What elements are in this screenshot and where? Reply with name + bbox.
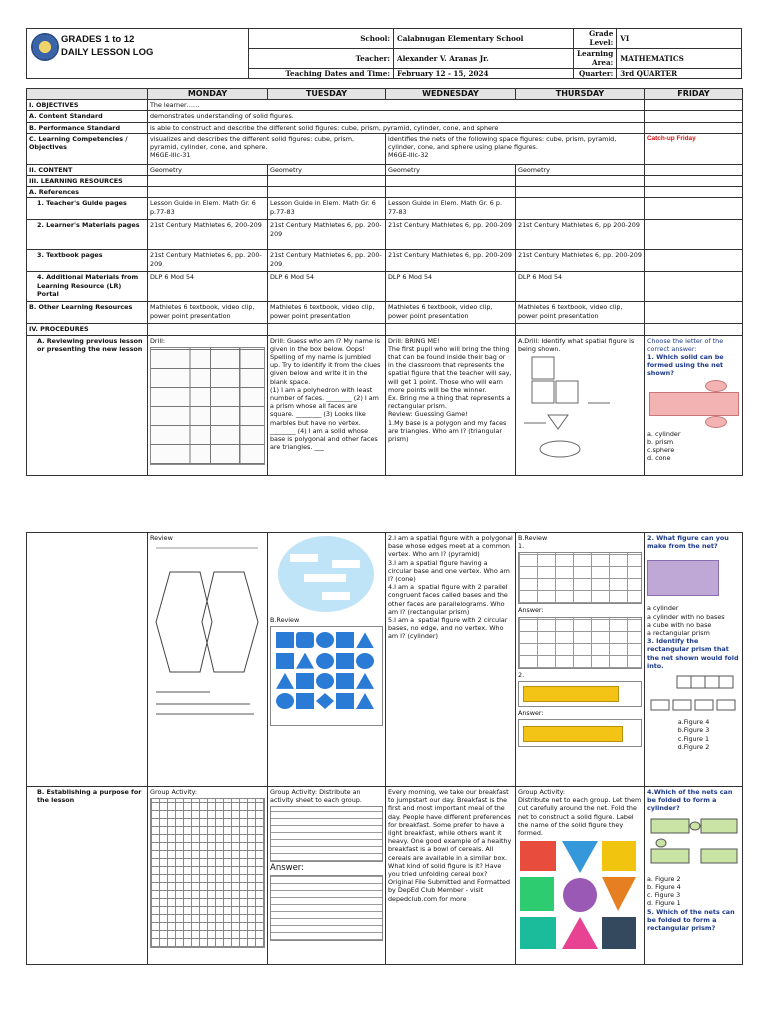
dates-value: February 12 - 15, 2024 <box>394 68 574 78</box>
competency-mon-tue <box>148 133 386 164</box>
fri-q4-option-a: a. Figure 2 <box>647 874 681 883</box>
deped-seal-icon <box>31 33 59 61</box>
learner-text: The learner…… <box>148 100 645 111</box>
am-tue: DLP 6 Mod 54 <box>268 272 386 302</box>
tue-review-cell <box>268 533 386 787</box>
spatial-figures-image <box>518 353 638 465</box>
content-label: II. CONTENT <box>27 164 148 175</box>
fri-option-b: b. prism <box>647 437 674 446</box>
corner-cell <box>27 89 148 100</box>
tg-wed: Lesson Guide in Elem. Math Gr. 6 p. 77-83 <box>386 198 516 220</box>
solid-shapes-image <box>270 626 383 726</box>
competency-code: M6GE-IIIc-31 <box>150 151 191 160</box>
fri-q4-option-d: d. Figure 1 <box>647 899 681 908</box>
fri-q2-option-c: a cube with no base <box>647 620 712 629</box>
area-label: Learning Area: <box>574 48 617 68</box>
fri-q4-option-c: c. Figure 3 <box>647 891 681 900</box>
day-thursday: THURSDAY <box>516 89 645 100</box>
thu-answer-label-2: Answer: <box>518 708 544 717</box>
resources-label: III. LEARNING RESOURCES <box>27 176 148 187</box>
lesson-table-page1 <box>26 88 743 476</box>
fri-quiz-cell-3 <box>645 787 743 965</box>
fri-instructions: Choose the letter of the correct answer: <box>647 336 724 353</box>
tb-thu: 21st Century Mathletes 6, pp. 200-209 <box>516 250 645 272</box>
purpose-label: B. Establishing a purpose for the lesson <box>27 787 148 965</box>
fri-option-d: d. cone <box>647 454 671 463</box>
teachers-guide-label: 1. Teacher's Guide pages <box>27 198 148 220</box>
content-thu: Geometry <box>516 164 645 175</box>
area-value: MATHEMATICS <box>617 48 742 68</box>
mon-review-cell <box>148 533 268 787</box>
teacher-label: Teacher: <box>249 48 394 68</box>
mon-drill-label: Drill: <box>150 336 166 345</box>
am-mon: DLP 6 Mod 54 <box>148 272 268 302</box>
purple-net-image <box>647 560 719 596</box>
am-wed: DLP 6 Mod 54 <box>386 272 516 302</box>
mon-drill-cell <box>148 335 268 475</box>
fri-q2-option-a: a cylinder <box>647 604 679 613</box>
fri-quiz-cell-2 <box>645 533 743 787</box>
tue-group-cell <box>268 787 386 965</box>
fri-option-a: a. cylinder <box>647 429 681 438</box>
competency-code: M6GE-IIIc-32 <box>388 151 429 160</box>
fri-q3-option-d: d.Figure 2 <box>677 742 710 751</box>
other-resources-label: B. Other Learning Resources <box>27 302 148 324</box>
cylinder-nets-image <box>647 813 741 873</box>
fri-question-3: 3. Identify the rectangular prism that the net shown would fold into. <box>647 637 739 670</box>
procedures-label: IV. PROCEDURES <box>27 324 148 335</box>
review-hexagon-image <box>150 542 264 738</box>
content-mon: Geometry <box>148 164 268 175</box>
header-title-cell <box>27 29 249 79</box>
performance-standard: is able to construct and describe the different solid figures: cube, prism, pyramid, cylinder, cone, and sphere <box>148 122 645 133</box>
header-title-dll: DAILY LESSON LOG <box>61 47 154 58</box>
day-wednesday: WEDNESDAY <box>386 89 516 100</box>
lm-mon: 21st Century Mathletes 6, 200-209 <box>148 220 268 250</box>
olr-mon: Mathletes 6 textbook, video clip, power point presentation <box>148 302 268 324</box>
drill-table-image <box>150 347 265 465</box>
fri-q3-option-b: b.Figure 3 <box>677 726 710 735</box>
thu-group-cell <box>516 787 645 965</box>
olr-wed: Mathletes 6 textbook, video clip, power point presentation <box>386 302 516 324</box>
tue-drill: Drill: Guess who am I? My name is given in the box below. Oops! Spelling of my name is jumbled up. Try to identify it from the clues given below and write it in the blank space. (1) I am a polyhedron with least number of faces. ________ (2) I am a prism whose all faces are square. ________ (3) Looks like marbles but have no vertex. ________ (4) I am a solid whose base is polygonal and other faces are triangles. ___ <box>268 335 386 475</box>
performance-standard-label: B. Performance Standard <box>27 122 148 133</box>
net-yellow-image-1 <box>518 681 642 707</box>
olr-tue: Mathletes 6 textbook, video clip, power point presentation <box>268 302 386 324</box>
activity-sheet-image <box>270 806 383 862</box>
school-label: School: <box>249 29 394 49</box>
competency-text: visualizes and describes the different solid figures: cube, prism, pyramid, cylinder, cone, and sphere. <box>150 134 354 152</box>
fri-q3-option-a: a.Figure 4 <box>677 718 710 727</box>
tb-mon: 21st Century Mathletes 6, pp. 200-209 <box>148 250 268 272</box>
fri-q3-option-c: c.Figure 1 <box>677 734 710 743</box>
references-label: A. References <box>27 187 148 198</box>
thu-drill-text: A.Drill: Identify what spatial figure is being shown. <box>518 336 635 353</box>
net-figure-1 <box>647 380 740 428</box>
content-standard: demonstrates understanding of solid figures. <box>148 111 645 122</box>
catch-up-friday: Catch-up Friday <box>645 133 743 164</box>
lesson-table-page2 <box>26 532 743 965</box>
wed-drill: Drill: BRING ME! The first pupil who will bring the thing that can be found inside their bag or in the classroom that represents the spatial figure that the teacher will say, will get 1 point. Those who will earn more points will be the winner. Ex. Bring me a thing that represents a rectangular prism. Review: Guessing Game! 1.My base is a polygon and my faces are triangles. Who am I? (triangular prism) <box>386 335 516 475</box>
fri-quiz-cell <box>645 335 743 475</box>
tue-review-label: B.Review <box>270 616 300 625</box>
tg-tue: Lesson Guide in Elem. Math Gr. 6 p.77-83 <box>268 198 386 220</box>
competency-wed-thu <box>386 133 645 164</box>
mon-review-label: Review <box>150 534 173 542</box>
teacher-value: Alexander V. Aranas Jr. <box>394 48 574 68</box>
objectives-label: I. OBJECTIVES <box>27 100 148 111</box>
olr-thu: Mathletes 6 textbook, video clip, power point presentation <box>516 302 645 324</box>
net-grid-image-2 <box>518 617 642 669</box>
fri-q2-option-b: a cylinder with no bases <box>647 612 725 621</box>
additional-materials-label: 4. Additional Materials from Learning Resource (LR) Portal <box>27 272 148 302</box>
lm-wed: 21st Century Mathletes 6, pp. 200-209 <box>386 220 516 250</box>
learners-materials-label: 2. Learner's Materials pages <box>27 220 148 250</box>
am-thu: DLP 6 Mod 54 <box>516 272 645 302</box>
competency-text: identifies the nets of the following space figures: cube, prism, pyramid, cylinder, cone, and sphere using plane figures. <box>388 134 617 152</box>
quarter-label: Quarter: <box>574 68 617 78</box>
fri-option-c: c.sphere <box>647 446 675 455</box>
header-title-grades: GRADES 1 to 12 <box>61 34 135 45</box>
thu-review-cell <box>516 533 645 787</box>
thu-review-label: B.Review <box>518 534 548 542</box>
net-yellow-image-2 <box>518 719 642 747</box>
thu-review-1: 1. <box>518 542 525 551</box>
competencies-label: C. Learning Competencies / Objectives <box>27 133 148 164</box>
day-friday: FRIDAY <box>645 89 743 100</box>
review-venn-image <box>270 534 382 614</box>
lm-tue: 21st Century Mathletes 6, pp. 200-209 <box>268 220 386 250</box>
review-label: A. Reviewing previous lesson or presenting the new lesson <box>27 335 148 475</box>
grade-value: VI <box>617 29 742 49</box>
quarter-value: 3rd QUARTER <box>617 68 742 78</box>
wed-review-items: 2.I am a spatial figure with a polygonal base whose edges meet at a common vertex. Who am I? (pyramid) 3.I am a spatial figure having a circular base and one vertex. Who am I? (cone) 4.I am a spatial figure with 2 parallel congruent faces called bases and the other faces are parallelograms. Who am I? (rectangular prism) 5.I am a spatial figure with 2 circular bases, no edge, and no vertex. Who am I? (cylinder) <box>386 533 516 787</box>
school-value: Calabnugan Elementary School <box>394 29 574 49</box>
thu-review-2: 2. <box>518 670 525 679</box>
tb-wed: 21st Century Mathletes 6, pp. 200-209 <box>386 250 516 272</box>
lesson-log-header <box>26 28 742 79</box>
dates-label: Teaching Dates and Time: <box>249 68 394 78</box>
grade-label: Grade Level: <box>574 29 617 49</box>
tue-group-text: Group Activity: Distribute an activity sheet to each group. <box>270 788 362 805</box>
thu-drill-cell <box>516 335 645 475</box>
fri-question-2: 2. What figure can you make from the net? <box>647 534 729 551</box>
textbook-label: 3. Textbook pages <box>27 250 148 272</box>
fri-question-1: 1. Which solid can be formed using the net shown? <box>647 353 724 378</box>
tue-answer-label: Answer: <box>270 863 305 874</box>
fri-q2-option-d: a rectangular prism <box>647 629 710 638</box>
net-grid-image-1 <box>518 552 642 604</box>
colorful-nets-image <box>518 837 640 953</box>
lm-thu: 21st Century Mathletes 6, pp 200-209 <box>516 220 645 250</box>
wed-purpose: Every morning, we take our breakfast to jumpstart our day. Breakfast is the first and most important meal of the day. People have different preferences for breakfast. Some prefer to have a light breakfast, while others want it heavy. One good example of a healthy breakfast is a bowl of cereals. All cereals are available in a similar box. What kind of solid figure is it? Have you tried unfolding cereal box? Original File Submitted and Formatted by DepEd Club Member - visit depedclub.com for more <box>386 787 516 965</box>
tg-mon: Lesson Guide in Elem. Math Gr. 6 p.77-83 <box>148 198 268 220</box>
fri-q4-option-b: b. Figure 4 <box>647 883 681 892</box>
content-wed: Geometry <box>386 164 516 175</box>
fri-question-5: 5. Which of the nets can be folded to form a rectangular prism? <box>647 907 735 933</box>
tb-tue: 21st Century Mathletes 6, pp. 200-209 <box>268 250 386 272</box>
thu-answer-label: Answer: <box>518 606 544 615</box>
word-search-image <box>150 798 265 948</box>
day-tuesday: TUESDAY <box>268 89 386 100</box>
mon-group-cell <box>148 787 268 965</box>
content-standard-label: A. Content Standard <box>27 111 148 122</box>
prism-nets-image <box>647 670 741 716</box>
mon-group-label: Group Activity: <box>150 788 198 796</box>
answer-sheet-image <box>270 875 383 941</box>
content-tue: Geometry <box>268 164 386 175</box>
thu-group-text: Group Activity: Distribute net to each group. Let them cut carefully around the net. Fold the net to construct a solid figure. Label the name of the solid figure they formed. <box>518 788 642 838</box>
fri-question-4: 4.Which of the nets can be folded to form a cylinder? <box>647 788 733 813</box>
day-monday: MONDAY <box>148 89 268 100</box>
